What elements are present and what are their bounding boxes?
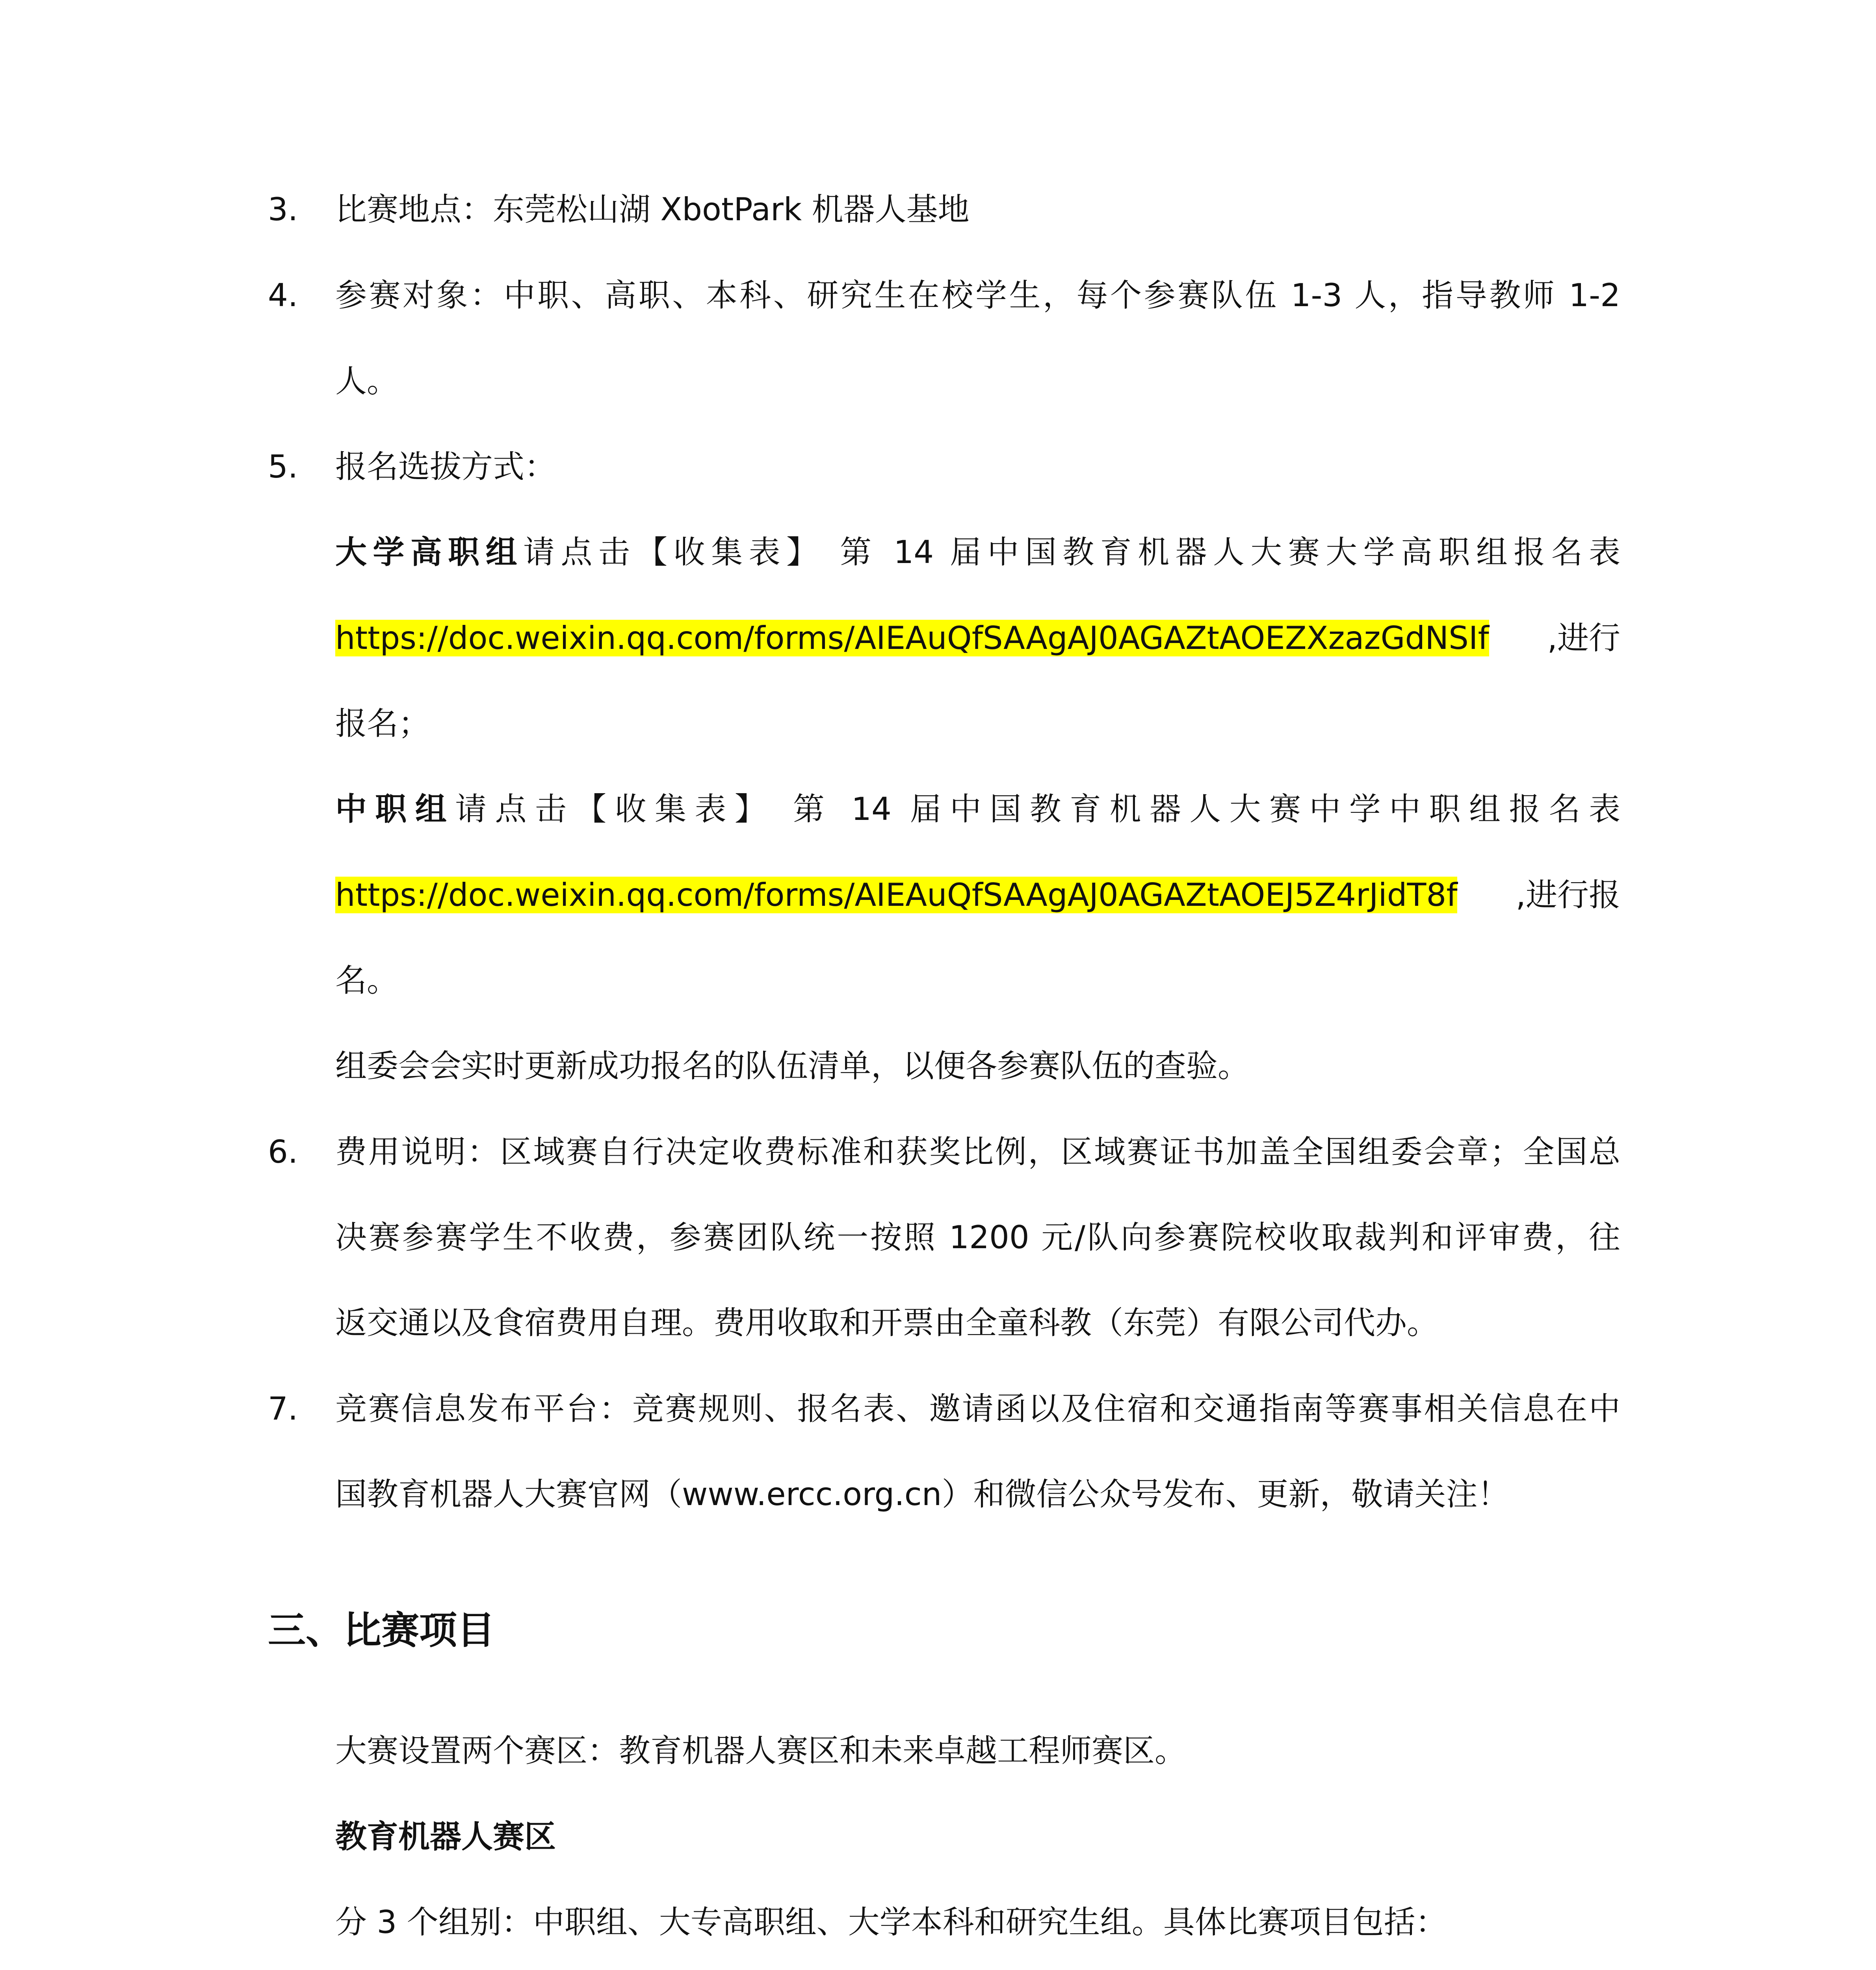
list-number: 7. (268, 1390, 298, 1427)
list-item-text: 参赛对象：中职、高职、本科、研究生在校学生，每个参赛队伍 1-3 人，指导教师 1-2 (335, 277, 1620, 314)
list-item-text: 决赛参赛学生不收费，参赛团队统一按照 1200 元/队向参赛院校收取裁判和评审费，往 (335, 1219, 1620, 1256)
list-item-text: 费用说明：区域赛自行决定收费标准和获奖比例，区域赛证书加盖全国组委会章；全国总 (335, 1134, 1620, 1170)
list-item-text: 报名选拔方式： (335, 448, 556, 485)
registration-url-line (335, 875, 1620, 915)
group-label: 大学高职组 (335, 534, 524, 571)
section-heading: 三、比赛项目 (268, 1608, 495, 1652)
registration-tail: 名。 (335, 962, 398, 999)
registration-line (335, 790, 1620, 829)
group-label: 中职组 (335, 791, 455, 827)
list-item-text: 比赛地点：东莞松山湖 XbotPark 机器人基地 (335, 191, 970, 228)
registration-text: 请点击【收集表】 第 14 届中国教育机器人大赛中学中职组报名表 (455, 791, 1620, 827)
registration-note: 组委会会实时更新成功报名的队伍清单，以便各参赛队伍的查验。 (335, 1048, 1249, 1084)
list-item-text: 人。 (335, 363, 398, 400)
list-item-text: 国教育机器人大赛官网（www.ercc.org.cn）和微信公众号发布、更新，敬请关注！ (335, 1476, 1509, 1513)
zone-title: 教育机器人赛区 (335, 1818, 556, 1855)
registration-url-line (335, 619, 1620, 658)
registration-text: 请点击【收集表】 第 14 届中国教育机器人大赛大学高职组报名表 (523, 534, 1620, 571)
registration-after: ,进行报 (1516, 877, 1620, 913)
list-number: 6. (268, 1134, 298, 1170)
list-number: 3. (268, 191, 298, 228)
registration-link[interactable]: https://doc.weixin.qq.com/forms/AIEAuQfSAAgAJ0AGAZtAOEZXzazGdNSIf (335, 620, 1489, 656)
list-number: 5. (268, 448, 298, 485)
groups-text: 分 3 个组别：中职组、大专高职组、大学本科和研究生组。具体比赛项目包括： (335, 1904, 1447, 1940)
registration-line (335, 533, 1620, 572)
list-number: 4. (268, 277, 298, 314)
registration-link[interactable]: https://doc.weixin.qq.com/forms/AIEAuQfSAAgAJ0AGAZtAOEJ5Z4rJidT8f (335, 877, 1458, 913)
section-intro: 大赛设置两个赛区：教育机器人赛区和未来卓越工程师赛区。 (335, 1732, 1186, 1769)
registration-tail: 报名； (335, 705, 430, 742)
list-item-text: 返交通以及食宿费用自理。费用收取和开票由全童科教（东莞）有限公司代办。 (335, 1305, 1438, 1341)
registration-after: ,进行 (1547, 620, 1620, 656)
list-item-text: 竞赛信息发布平台：竞赛规则、报名表、邀请函以及住宿和交通指南等赛事相关信息在中 (335, 1390, 1620, 1427)
